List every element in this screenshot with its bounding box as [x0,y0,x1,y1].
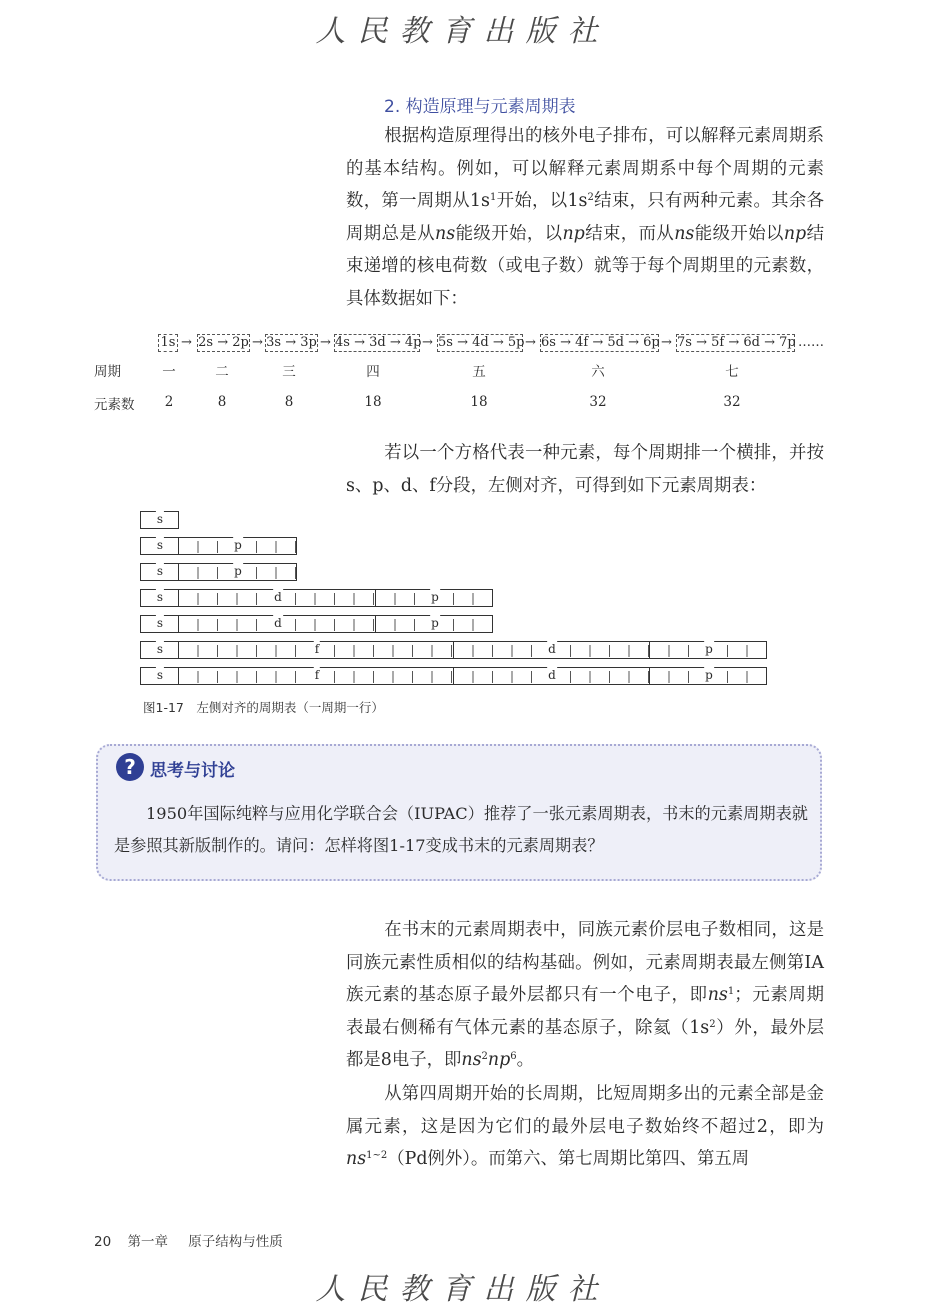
seq-group-5: 5s → 4d → 5p [438,335,525,350]
s-block [140,589,179,607]
p-block [375,615,493,633]
p-label: p [705,642,713,656]
energy-sequence [0,334,925,354]
page-number: 20 [94,1234,112,1250]
d-block [178,589,376,607]
d-block [453,667,650,685]
p-label: p [234,564,242,578]
seq-arrow: → [661,335,672,350]
s-block [140,615,179,633]
paragraph-1: 根据构造原理得出的核外电子排布，可以解释元素周期系的基本结构。例如，可以解释元素周期系中每个周期的元素数，第一周期从$1s^1$开始，以$1s^2$结束，只有两种元素。其余各周期总是从ns能级开始，以np结束，而从ns能级开始以np结束递增的核电荷数（或电子数）就等于每个周期里的元素数，具体数据如下： [346,126,824,309]
s-label: s [156,564,164,578]
p-label: p [431,616,439,630]
publisher-logo-bottom: 人民教育出版社 [315,1272,610,1307]
count-cell: 18 [470,394,488,410]
p-block [649,641,767,659]
discussion-title: 思考与讨论 [150,761,235,781]
count-cell: 8 [217,394,227,410]
section-title: 2. 构造原理与元素周期表 [384,97,576,117]
s-label: s [156,512,164,526]
period-cell: 二 [215,364,229,380]
seq-group-3: 3s → 3p [266,335,317,350]
paragraph-3: 在书末的元素周期表中，同族元素价层电子数相同，这是同族元素性质相似的结构基础。例如，元素周期表最左侧第ⅠA族元素的基态原子最外层都只有一个电子，即$ns^1$；元素周期表最右侧稀有气体元素的基态原子，除氦$(1s^2)$外，最外层都是8电子，即$ns^2np^6$。 [346,920,824,1071]
s-label: s [156,538,164,552]
period-cell: 一 [162,364,176,380]
seq-arrow: → [252,335,263,350]
discussion-text: 1950年国际纯粹与应用化学联合会（IUPAC）推荐了一张元素周期表，书末的元素周期表就是参照其新版制作的。请问：怎样将图1-17变成书末的元素周期表？ [114,804,808,855]
period-cell: 五 [472,364,486,380]
s-label: s [156,590,164,604]
s-label: s [156,616,164,630]
seq-group-1: 1s [158,334,178,352]
count-cell: 8 [284,394,294,410]
s-block [140,537,179,555]
seq-group-2: 2s → 2p [198,335,249,350]
seq-group-7: 7s → 5f → 6d → 7p [677,335,796,350]
f-label: f [314,642,320,656]
count-cell: 18 [364,394,382,410]
count-cell: 2 [164,394,174,410]
p-block [649,667,767,685]
element-count-label: 元素数 [94,397,135,413]
s-label: s [156,668,164,682]
paragraph-4: 从第四周期开始的长周期，比短周期多出的元素全部是金属元素，这是因为它们的最外层电子数始终不超过2，即为$ns^{1\sim 2}(Pd$例外）。而第六、第七周期比第四、第五周 [346,1084,824,1170]
seq-arrow: → [525,335,536,350]
s-block [140,641,179,659]
period-cell: 六 [591,364,605,380]
count-cell: 32 [589,394,607,410]
s-block [140,511,179,529]
f-block [178,641,454,659]
period-cell: 四 [366,364,380,380]
seq-ellipsis: …… [798,335,824,350]
d-label: d [274,590,282,604]
f-label: f [314,668,320,682]
s-label: s [156,642,164,656]
s-block [140,563,179,581]
chapter-title: 原子结构与性质 [188,1234,283,1250]
count-cell: 32 [723,394,741,410]
p-block [375,589,493,607]
seq-arrow: → [181,335,192,350]
seq-arrow: → [422,335,433,350]
d-label: d [548,642,556,656]
seq-arrow: → [320,335,331,350]
d-label: d [548,668,556,682]
d-label: d [274,616,282,630]
p-label: p [431,590,439,604]
question-icon: ? [116,753,144,781]
seq-group-4: 4s → 3d → 4p [335,335,422,350]
page-footer [94,1230,283,1250]
d-block [178,615,376,633]
paragraph-2: 若以一个方格代表一种元素，每个周期排一个横排，并按s、p、d、f分段，左侧对齐，可得到如下元素周期表： [346,443,824,496]
publisher-logo-top: 人民教育出版社 [315,14,610,49]
chapter-number: 第一章 [127,1234,168,1250]
f-block [178,667,454,685]
p-label: p [705,668,713,682]
period-cell: 七 [725,364,739,380]
period-cell: 三 [282,364,296,380]
s-block [140,667,179,685]
p-block [178,537,297,555]
period-label: 周期 [94,364,121,380]
p-block [178,563,297,581]
d-block [453,641,650,659]
figure-caption: 图1-17 左侧对齐的周期表（一周期一行） [143,700,384,715]
p-label: p [234,538,242,552]
seq-group-6: 6s → 4f → 5d → 6p [541,335,660,350]
